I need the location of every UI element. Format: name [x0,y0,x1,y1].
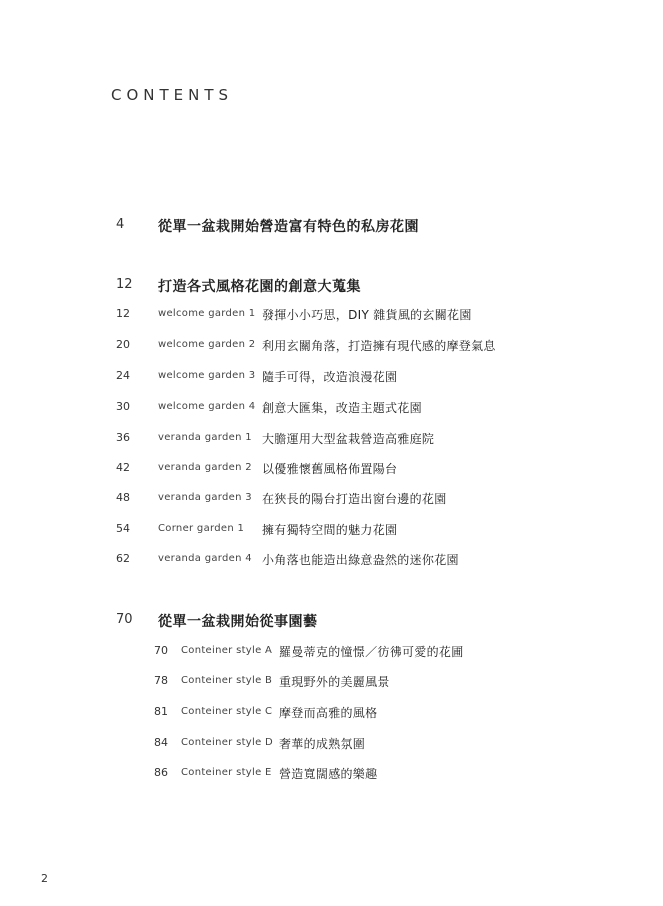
toc-entry[interactable] [116,461,516,477]
entry-page-number: 78 [154,674,168,687]
entry-label: welcome garden 2 [158,339,256,350]
toc-section-3[interactable] [116,612,516,630]
entry-page-number: 24 [116,369,130,382]
toc-section-1[interactable] [116,217,516,235]
entry-label: Conteiner style D [181,737,274,748]
entry-title: 利用玄關角落，打造擁有現代感的摩登氣息 [262,339,496,353]
entry-title: 隨手可得，改造浪漫花園 [262,370,398,384]
entry-label: Conteiner style A [181,645,273,656]
section-page-number: 70 [116,612,133,627]
entry-page-number: 81 [154,705,168,718]
section-title: 從單一盆栽開始從事園藝 [158,614,318,630]
entry-label: welcome garden 4 [158,401,256,412]
entry-label: welcome garden 1 [158,308,256,319]
entry-page-number: 20 [116,338,130,351]
entry-title: 在狹長的陽台打造出窗台邊的花園 [262,492,447,506]
entry-label: Conteiner style C [181,706,273,717]
toc-entry[interactable] [116,307,516,323]
entry-title: 羅曼蒂克的憧憬／彷彿可愛的花圃 [279,645,464,659]
entry-title: 營造寬闊感的樂趣 [279,767,378,781]
toc-entry[interactable] [116,400,516,416]
entry-title: 小角落也能造出綠意盎然的迷你花園 [262,553,459,567]
entry-label: veranda garden 1 [158,432,252,443]
entry-label: veranda garden 2 [158,462,252,473]
toc-entry[interactable] [116,491,516,507]
toc-entry[interactable] [154,705,534,721]
toc-entry[interactable] [116,431,516,447]
toc-section-2[interactable] [116,277,516,295]
entry-title: 以優雅懷舊風格佈置陽台 [262,462,398,476]
entry-label: welcome garden 3 [158,370,256,381]
entry-page-number: 62 [116,552,130,565]
entry-title: 摩登而高雅的風格 [279,706,378,720]
entry-label: Conteiner style B [181,675,273,686]
section-title: 從單一盆栽開始營造富有特色的私房花園 [158,219,419,235]
toc-entry[interactable] [116,338,516,354]
entry-title: 奢華的成熟氛圍 [279,737,366,751]
page-number: 2 [41,872,48,885]
toc-entry[interactable] [154,674,534,690]
entry-page-number: 30 [116,400,130,413]
section-page-number: 4 [116,217,125,232]
entry-page-number: 48 [116,491,130,504]
section-page-number: 12 [116,277,133,292]
toc-entry[interactable] [116,552,516,568]
entry-title: 重現野外的美麗風景 [279,675,390,689]
entry-page-number: 86 [154,766,168,779]
entry-page-number: 36 [116,431,130,444]
entry-page-number: 12 [116,307,130,320]
entry-page-number: 84 [154,736,168,749]
entry-label: veranda garden 4 [158,553,252,564]
section-title: 打造各式風格花園的創意大蒐集 [158,279,361,295]
entry-page-number: 54 [116,522,130,535]
toc-entry[interactable] [116,522,516,538]
toc-entry[interactable] [154,736,534,752]
toc-entry[interactable] [154,766,534,782]
entry-page-number: 70 [154,644,168,657]
entry-title: 大膽運用大型盆栽營造高雅庭院 [262,432,435,446]
entry-label: Conteiner style E [181,767,272,778]
entry-title: 擁有獨特空間的魅力花園 [262,523,398,537]
entry-title: 創意大匯集，改造主題式花園 [262,401,422,415]
toc-entry[interactable] [116,369,516,385]
entry-page-number: 42 [116,461,130,474]
toc-entry[interactable] [154,644,534,660]
page-title: CONTENTS [111,86,234,104]
entry-title: 發揮小小巧思，DIY 雜貨風的玄關花園 [262,308,472,322]
entry-label: Corner garden 1 [158,523,245,534]
entry-label: veranda garden 3 [158,492,252,503]
